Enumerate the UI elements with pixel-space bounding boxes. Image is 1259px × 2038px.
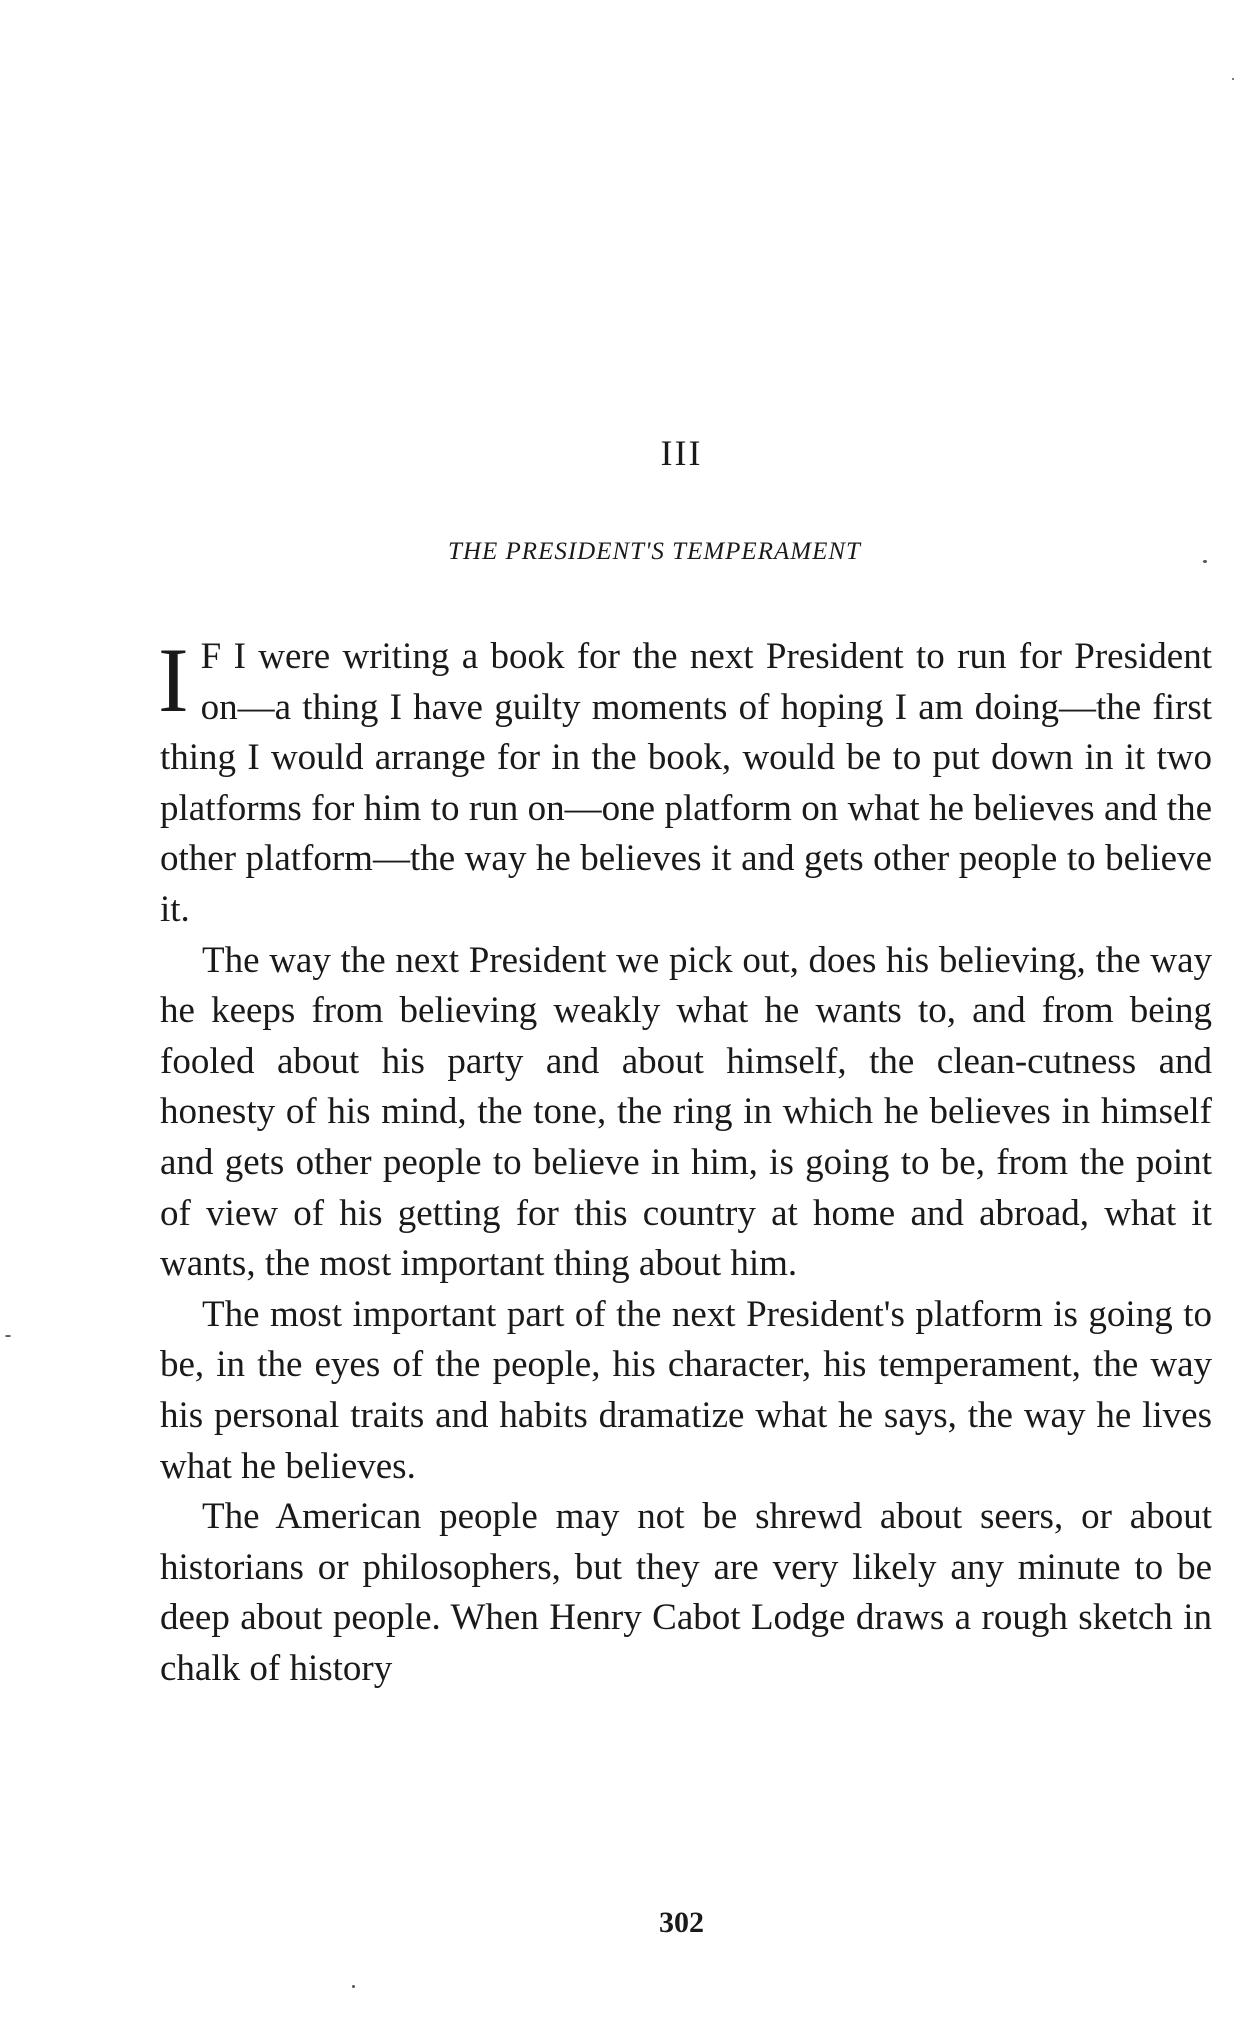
- scan-speck: [1203, 560, 1207, 563]
- paragraph-3: The most important part of the next President's platform is going to be, in the eyes of the people, his character, his temperament, the way his personal traits and habits dramatize what he says, the way he lives what he believes.: [160, 1293, 1212, 1487]
- paragraph-4: The American people may not be shrewd about seers, or about historians or philosophers, but they are very likely any minute to be deep about people. When Henry Cabot Lodge draws a rough sketch in chalk of history: [160, 1496, 1212, 1689]
- chapter-title: THE PRESIDENT'S TEMPERAMENT: [448, 538, 861, 565]
- paragraph-1: [158, 629, 1212, 936]
- page-number: 302: [659, 1906, 704, 1939]
- scan-speck: [1232, 78, 1234, 80]
- scan-speck: [5, 1335, 11, 1337]
- chapter-body: [158, 629, 1212, 1694]
- paragraph-2: The way the next President we pick out, does his believing, the way he keeps from believing weakly what he wants to, and from being fooled about his party and about himself, the clean-cutness and honesty of his mind, the tone, the ring in which he believes in himself and gets other people to believe in him, is going to be, from the point of view of his getting for this country at home and abroad, what it wants, the most important thing about him.: [160, 939, 1212, 1285]
- drop-cap: I: [158, 629, 189, 731]
- scan-speck: [352, 1985, 355, 1988]
- paragraph-1-text: F I were writing a book for the next President to run for President on—a thing I have guilty moments of hoping I am doing—the first thing I would arrange for in the book, would be to put down in it two platforms for him to run on—one platform on what he believes and the other platform—the way he believes it and gets other people to believe it.: [160, 636, 1212, 930]
- chapter-number: III: [660, 433, 703, 473]
